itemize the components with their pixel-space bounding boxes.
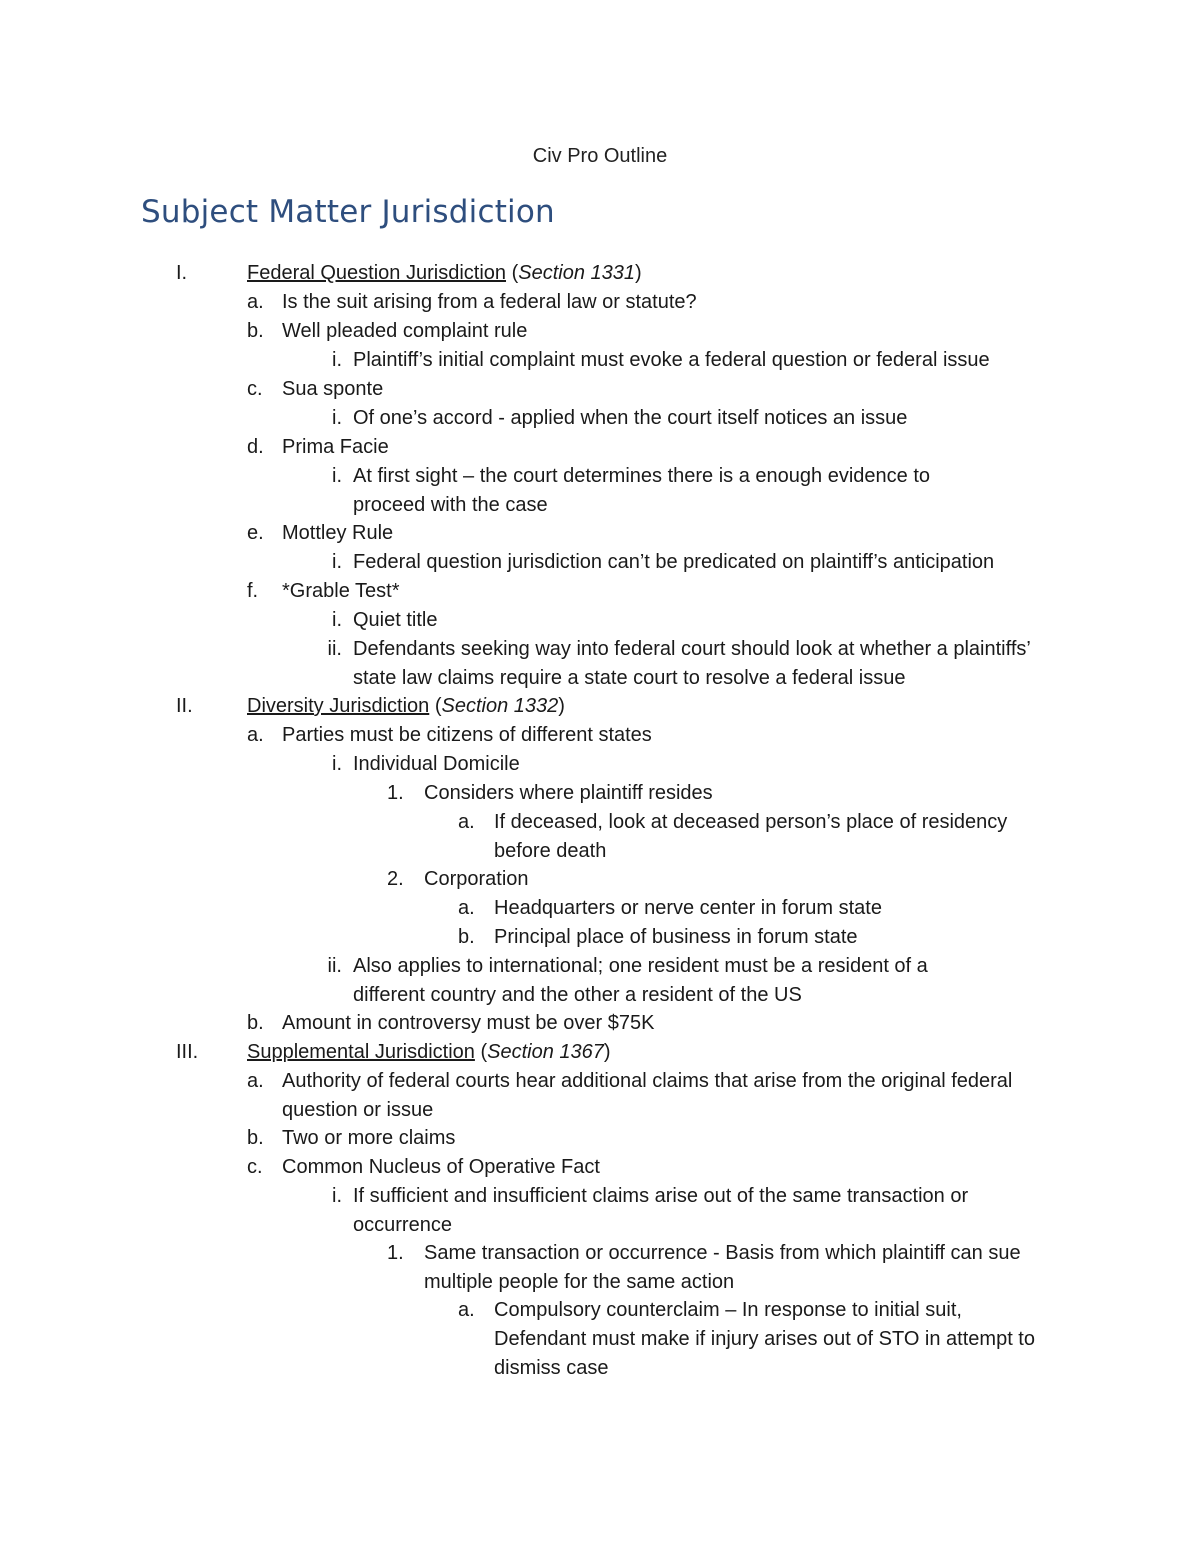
outline-item-text: Plaintiff’s initial complaint must evoke a federal question or federal issue: [353, 349, 990, 371]
section-heading: Subject Matter Jurisdiction: [141, 194, 555, 230]
outline-item-text: Headquarters or nerve center in forum state: [494, 897, 882, 919]
outline-marker: a.: [458, 897, 475, 919]
outline-marker: i.: [332, 551, 342, 573]
outline-item: [0, 375, 1200, 404]
outline-marker: c.: [247, 1156, 263, 1178]
outline-item-text: Federal question jurisdiction can’t be predicated on plaintiff’s anticipation: [353, 551, 995, 573]
paren-open: (: [506, 262, 519, 284]
outline-item: [0, 779, 1200, 808]
outline-item-text: If sufficient and insufficient claims arise out of the same transaction or occurrence: [353, 1185, 969, 1236]
outline-item: [0, 433, 1200, 462]
outline-item-section-2: [0, 692, 1200, 721]
outline-item: [0, 952, 1200, 1009]
outline-item-text: [247, 259, 642, 288]
section-title: Supplemental Jurisdiction: [247, 1041, 475, 1063]
outline-item: [0, 1239, 1200, 1296]
outline-item-text: Of one’s accord - applied when the court itself notices an issue: [353, 407, 908, 429]
outline-item-text: [247, 692, 565, 721]
statute-citation: Section 1332: [441, 695, 559, 717]
outline-item: [0, 808, 1200, 865]
paren-close: ): [635, 262, 642, 284]
outline-item: [0, 577, 1200, 606]
outline-item-text: Common Nucleus of Operative Fact: [282, 1156, 600, 1178]
outline-marker: II.: [176, 695, 193, 717]
outline-item-text: Also applies to international; one resident must be a resident of a different country and the other a resident of the US: [353, 955, 928, 1006]
outline-marker: f.: [247, 580, 259, 602]
outline-item: [0, 865, 1200, 894]
outline-item-text: Quiet title: [353, 609, 438, 631]
outline-item-text: Mottley Rule: [282, 522, 394, 544]
outline-item: [0, 462, 1200, 519]
outline-item: [0, 1153, 1200, 1182]
outline-item: [0, 635, 1200, 692]
section-title: Diversity Jurisdiction: [247, 695, 430, 717]
outline-marker: i.: [332, 407, 342, 429]
outline-item-text: If deceased, look at deceased person’s place of residency before death: [494, 811, 1008, 862]
outline-marker: a.: [247, 724, 264, 746]
outline-marker: III.: [176, 1041, 199, 1063]
outline-marker: 1.: [387, 1242, 404, 1264]
outline-item-text: Principal place of business in forum state: [494, 926, 858, 948]
outline-item-text: Amount in controversy must be over $75K: [282, 1012, 655, 1034]
outline-marker: I.: [176, 262, 188, 284]
outline-item-text: Is the suit arising from a federal law or statute?: [282, 291, 697, 313]
outline-item-text: Defendants seeking way into federal court should look at whether a plaintiffs’ state law claims require a state court to resolve a federal issue: [353, 638, 1031, 689]
outline-marker: 1.: [387, 782, 404, 804]
outline-list: [0, 259, 1200, 1382]
outline-marker: a.: [458, 811, 475, 833]
outline-item: [0, 317, 1200, 346]
outline-item: [0, 606, 1200, 635]
outline-item: [0, 1124, 1200, 1153]
paren-close: ): [603, 1041, 611, 1063]
outline-item: [0, 1182, 1200, 1239]
outline-item-text: Same transaction or occurrence - Basis from which plaintiff can sue multiple people for the same action: [424, 1242, 1021, 1293]
outline-marker: b.: [247, 1012, 264, 1034]
outline-item-text: At first sight – the court determines there is a enough evidence to proceed with the case: [353, 465, 930, 516]
outline-item-text: Individual Domicile: [353, 753, 520, 775]
section-title: Federal Question Jurisdiction: [247, 262, 507, 284]
paren-open: (: [429, 695, 442, 717]
outline-marker: i.: [332, 753, 342, 775]
outline-marker: i.: [332, 1185, 342, 1207]
outline-item-section-1: [0, 259, 1200, 288]
outline-item: [0, 1009, 1200, 1038]
paren-open: (: [474, 1041, 488, 1063]
outline-item: [0, 750, 1200, 779]
outline-item-text: Two or more claims: [282, 1127, 456, 1149]
outline-item: [0, 1067, 1200, 1124]
outline-item-text: Prima Facie: [282, 436, 389, 458]
outline-marker: b.: [458, 926, 475, 948]
outline-item-text: *Grable Test*: [282, 580, 400, 602]
outline-item: [0, 721, 1200, 750]
outline-item-text: Corporation: [424, 868, 529, 890]
outline-item: [0, 288, 1200, 317]
outline-item-text: [247, 1038, 611, 1067]
outline-marker: a.: [247, 1070, 264, 1092]
outline-item: [0, 548, 1200, 577]
outline-item-text: Compulsory counterclaim – In response to initial suit, Defendant must make if injury arises out of STO in attempt to dismiss case: [494, 1299, 1035, 1379]
document-title: Civ Pro Outline: [532, 145, 668, 167]
outline-marker: a.: [247, 291, 264, 313]
outline-item-section-3: [0, 1038, 1200, 1067]
outline-item: [0, 923, 1200, 952]
outline-item-text: Well pleaded complaint rule: [282, 320, 528, 342]
outline-marker: ii.: [327, 955, 342, 977]
outline-item-text: Sua sponte: [282, 378, 384, 400]
outline-item-text: Parties must be citizens of different states: [282, 724, 652, 746]
outline-marker: ii.: [327, 638, 342, 660]
outline-item: [0, 404, 1200, 433]
outline-item: [0, 519, 1200, 548]
outline-item-text: Authority of federal courts hear additional claims that arise from the original federal question or issue: [282, 1070, 1013, 1121]
outline-marker: b.: [247, 320, 264, 342]
outline-marker: 2.: [387, 868, 404, 890]
outline-marker: c.: [247, 378, 263, 400]
outline-item: [0, 346, 1200, 375]
outline-marker: d.: [247, 436, 264, 458]
statute-citation: Section 1331: [518, 262, 635, 284]
outline-marker: i.: [332, 609, 342, 631]
outline-marker: i.: [332, 349, 342, 371]
statute-citation: Section 1367: [487, 1041, 604, 1063]
outline-marker: e.: [247, 522, 264, 544]
outline-marker: b.: [247, 1127, 264, 1149]
paren-close: ): [558, 695, 565, 717]
outline-item: [0, 894, 1200, 923]
outline-item: [0, 1296, 1200, 1382]
outline-marker: i.: [332, 465, 342, 487]
outline-item-text: Considers where plaintiff resides: [424, 782, 713, 804]
outline-marker: a.: [458, 1299, 475, 1321]
